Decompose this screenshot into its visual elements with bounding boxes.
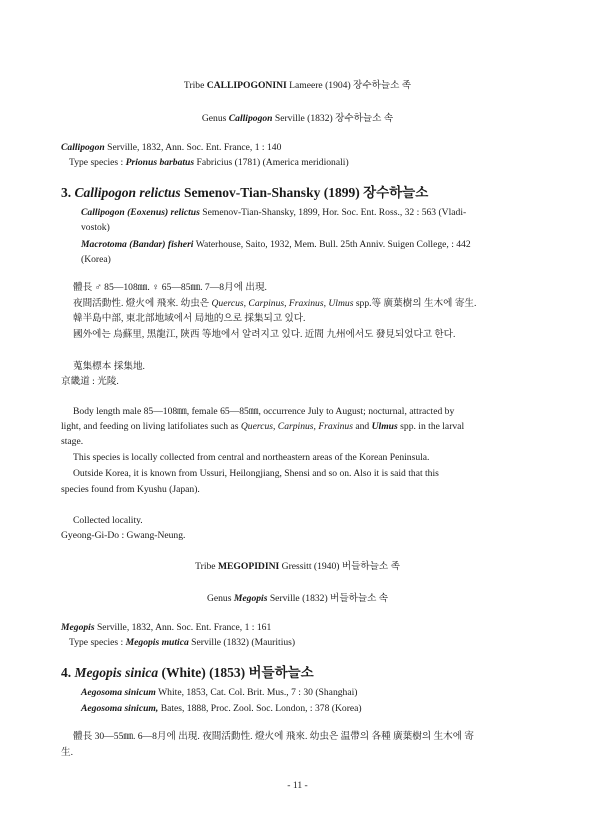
korean-description-megopis-line-2: 生. <box>61 747 73 758</box>
english-paragraph-1-line-3: stage. <box>61 436 84 447</box>
korean-habits: 夜間活動性. 燈火에 飛來. 幼虫은 Quercus, Carpinus, Fraxinus, Ulmus spp.等 廣葉樹의 生木에 寄生. <box>73 298 477 309</box>
synonym-aegosoma-sinicum-bates: Aegosoma sinicum, Bates, 1888, Proc. Zool. Soc. London, : 378 (Korea) <box>81 703 362 714</box>
korean-collected-heading: 蒐集標本 採集地. <box>73 361 145 372</box>
korean-distribution: 韓半島中部, 東北部地域에서 局地的으로 採集되고 있다. <box>73 313 306 324</box>
genus-heading-callipogon: Genus Callipogon Serville (1832) 장수하늘소 속 <box>201 113 394 124</box>
korean-description-megopis-line-1: 體長 30—55㎜. 6—8月에 出現. 夜間活動性. 燈火에 飛來. 幼虫은 温帶의 各種 廣葉樹의 生木에 寄 <box>73 731 474 742</box>
synonym-callipogon-eoxenus-cont: vostok) <box>81 222 110 233</box>
korean-collected-locality: 京畿道 : 光陵. <box>61 376 119 387</box>
species-heading-callipogon-relictus: 3. Callipogon relictus Semenov-Tian-Shansky (1899) 장수하늘소 <box>61 185 429 200</box>
english-paragraph-1-line-1: Body length male 85—108㎜, female 65—85㎜, occurrence July to August; nocturnal, attracted by <box>73 406 455 417</box>
tribe-heading-megopidini: Tribe MEGOPIDINI Gressitt (1940) 버들하늘소 족 <box>195 561 400 572</box>
english-collected-heading: Collected locality. <box>73 515 143 526</box>
english-paragraph-2: This species is locally collected from central and northeastern areas of the Korean Peninsula. <box>73 452 430 463</box>
english-paragraph-3-line-2: species found from Kyushu (Japan). <box>61 484 200 495</box>
genus-reference-megopis: Megopis Serville, 1832, Ann. Soc. Ent. France, 1 : 161 <box>61 622 272 633</box>
english-paragraph-1-line-2: light, and feeding on living latifoliates such as Quercus, Carpinus, Fraxinus and Ulmus spp. in the larval <box>61 421 465 432</box>
species-heading-megopis-sinica: 4. Megopis sinica (White) (1853) 버들하늘소 <box>61 665 314 680</box>
genus-heading-megopis: Genus Megopis Serville (1832) 버들하늘소 속 <box>206 593 389 604</box>
english-paragraph-3-line-1: Outside Korea, it is known from Ussuri, Heilongjiang, Shensi and so on. Also it is said that this <box>73 468 439 479</box>
english-collected-locality: Gyeong-Gi-Do : Gwang-Neung. <box>61 530 186 541</box>
synonym-macrotoma-fisheri-cont: (Korea) <box>81 254 111 265</box>
korean-foreign-distribution: 國外에는 烏蘇里, 黑龍江, 陝西 等地에서 알려지고 있다. 近間 九州에서도 發見되었다고 한다. <box>73 329 456 340</box>
korean-body-length: 體長 ♂ 85—108㎜. ♀ 65—85㎜. 7—8月에 出現. <box>73 282 267 293</box>
type-species-callipogon: Type species : Prionus barbatus Fabricius (1781) (America meridionali) <box>69 157 349 168</box>
synonym-callipogon-eoxenus: Callipogon (Eoxenus) relictus Semenov-Tian-Shansky, 1899, Hor. Soc. Ent. Ross., 32 : 563 (Vladi- <box>81 207 467 218</box>
synonym-macrotoma-fisheri: Macrotoma (Bandar) fisheri Waterhouse, Saito, 1932, Mem. Bull. 25th Anniv. Suigen College, : 442 <box>81 239 471 250</box>
page-number: - 11 - <box>287 780 308 791</box>
type-species-megopis: Type species : Megopis mutica Serville (1832) (Mauritius) <box>69 637 296 648</box>
synonym-aegosoma-sinicum-white: Aegosoma sinicum White, 1853, Cat. Col. Brit. Mus., 7 : 30 (Shanghai) <box>81 687 358 698</box>
tribe-heading-callipogonini: Tribe CALLIPOGONINI Lameere (1904) 장수하늘소 족 <box>183 80 412 91</box>
genus-reference-callipogon: Callipogon Serville, 1832, Ann. Soc. Ent. France, 1 : 140 <box>61 142 282 153</box>
